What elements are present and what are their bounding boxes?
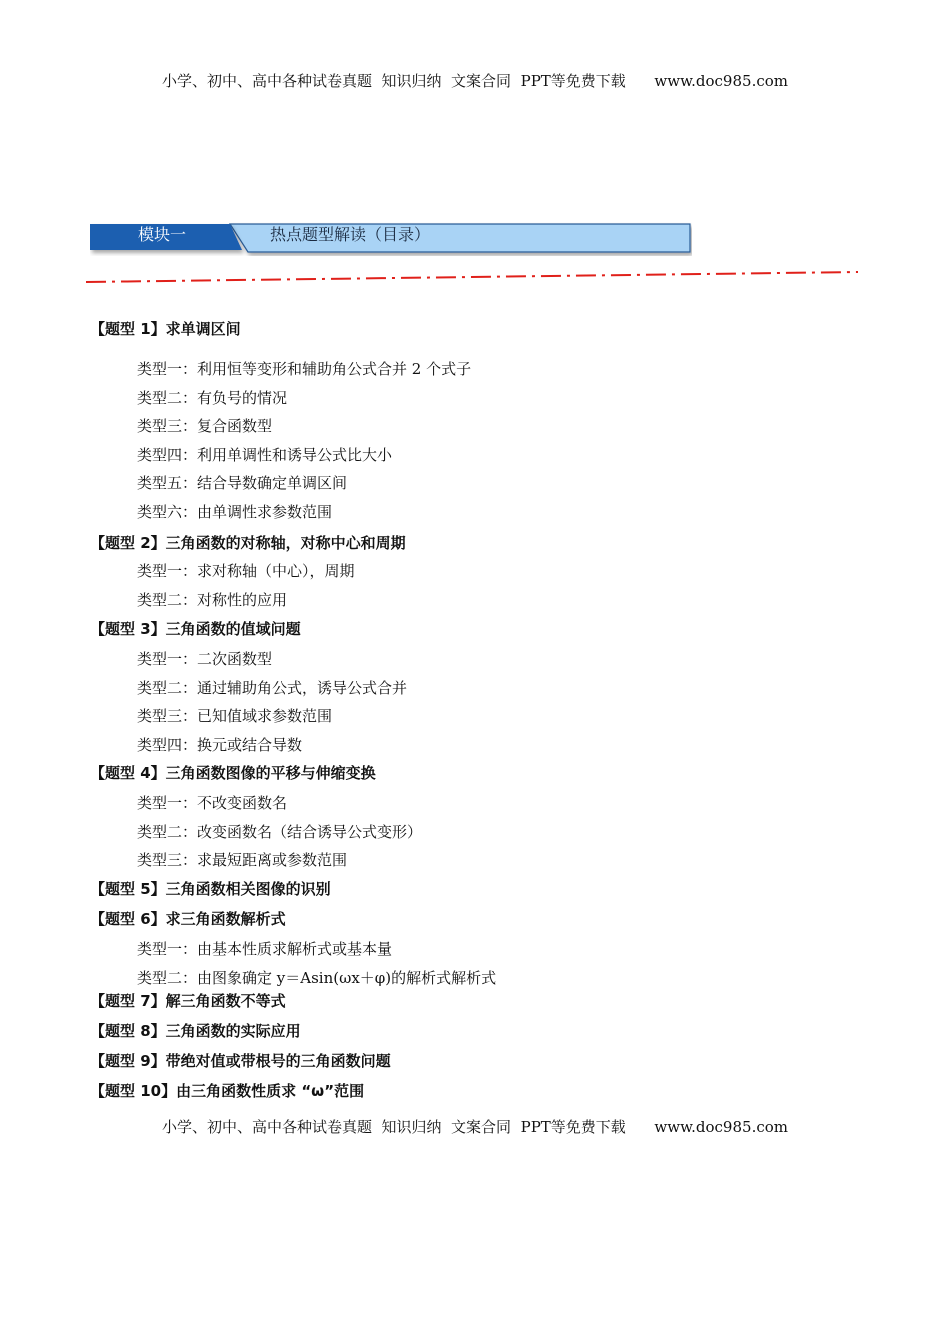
section-item: 类型一：利用恒等变形和辅助角公式合并 2 个式子 (137, 360, 472, 378)
section-title: 【题型 1】求单调区间 (90, 320, 241, 338)
section-title: 【题型 4】三角函数图像的平移与伸缩变换 (90, 764, 376, 782)
section-title: 【题型 9】带绝对值或带根号的三角函数问题 (90, 1052, 391, 1070)
page-header: 小学、初中、高中各种试卷真题 知识归纳 文案合同 PPT等免费下载 www.doc985.com (161, 72, 788, 90)
section-title: 【题型 7】解三角函数不等式 (90, 992, 286, 1010)
page-footer: 小学、初中、高中各种试卷真题 知识归纳 文案合同 PPT等免费下载 www.doc985.com (161, 1118, 788, 1136)
section-item: 类型一：求对称轴（中心），周期 (137, 562, 355, 580)
section-item: 类型二：通过辅助角公式，诱导公式合并 (137, 678, 408, 697)
section-item: 类型六：由单调性求参数范围 (137, 502, 333, 521)
section-item: 类型三：已知值域求参数范围 (137, 707, 333, 725)
section-item: 类型二：由图象确定 y＝Asin(ωx＋φ)的解析式解析式 (137, 968, 497, 987)
section-title: 【题型 8】三角函数的实际应用 (90, 1022, 301, 1040)
section-item: 类型一：二次函数型 (137, 650, 273, 668)
section-title: 【题型 2】三角函数的对称轴，对称中心和周期 (90, 534, 406, 552)
section-item: 类型三：复合函数型 (137, 417, 273, 435)
module-tag: 模块一 (138, 225, 187, 244)
section-item: 类型一：不改变函数名 (137, 794, 288, 812)
section-item: 类型二：改变函数名（结合诱导公式变形） (137, 822, 423, 841)
section-item: 类型二：对称性的应用 (137, 590, 288, 609)
section-title: 【题型 5】三角函数相关图像的识别 (90, 880, 331, 898)
module-banner (90, 222, 692, 256)
section-title: 【题型 3】三角函数的值域问题 (90, 620, 301, 638)
section-item: 类型二：有负号的情况 (137, 388, 288, 407)
section-item: 类型四：利用单调性和诱导公式比大小 (137, 445, 393, 464)
module-title: 热点题型解读（目录） (270, 225, 431, 244)
section-item: 类型五：结合导数确定单调区间 (137, 474, 348, 492)
section-title: 【题型 6】求三角函数解析式 (90, 910, 286, 928)
dash-dot-divider (86, 270, 858, 286)
section-title: 【题型 10】由三角函数性质求 “ω”范围 (90, 1082, 365, 1100)
section-item: 类型四：换元或结合导数 (137, 735, 303, 754)
section-item: 类型一：由基本性质求解析式或基本量 (137, 940, 393, 958)
section-item: 类型三：求最短距离或参数范围 (137, 851, 348, 869)
